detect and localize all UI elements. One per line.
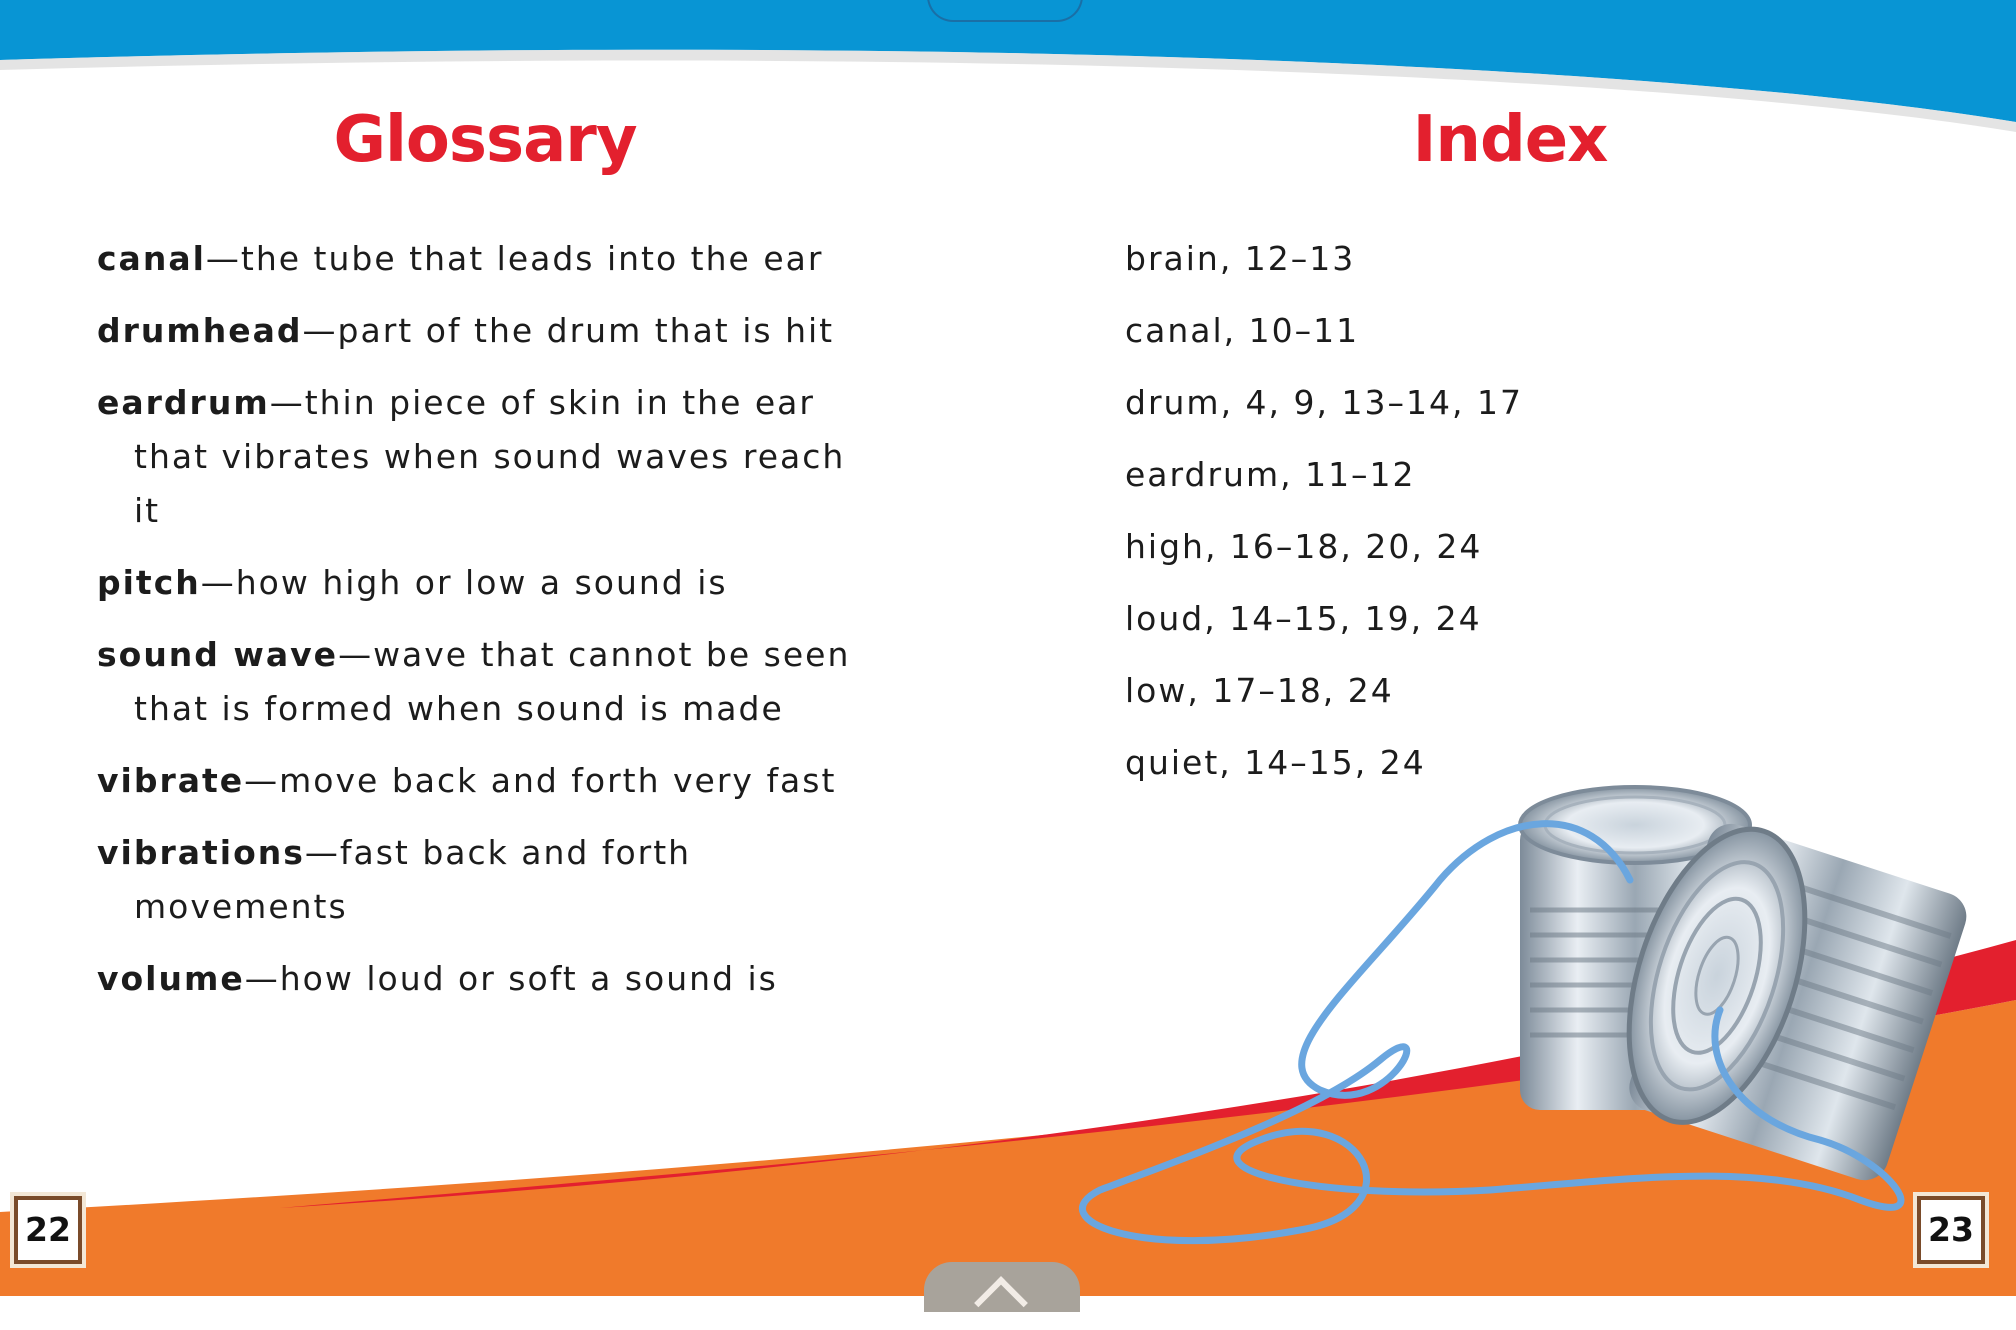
glossary-definition: —wave that cannot be seen that is formed when sound is made (134, 635, 851, 728)
glossary-term: sound wave (97, 635, 339, 674)
glossary-entry (97, 826, 877, 934)
glossary-term: drumhead (97, 311, 303, 350)
index-entry: drum, 4, 9, 13–14, 17 (1125, 383, 1523, 422)
index-list (1125, 232, 1725, 808)
glossary-term: canal (97, 239, 206, 278)
index-entry: high, 16–18, 20, 24 (1125, 527, 1483, 566)
index-title: Index (1412, 103, 1608, 177)
glossary-entry (97, 304, 877, 358)
page-number-right: 23 (1917, 1196, 1985, 1264)
index-entry: canal, 10–11 (1125, 311, 1360, 350)
bottom-nav-tab[interactable] (924, 1262, 1080, 1312)
index-entry: loud, 14–15, 19, 24 (1125, 599, 1482, 638)
index-entry: brain, 12–13 (1125, 239, 1356, 278)
glossary-title: Glossary (333, 103, 637, 177)
tin-can-telephone-image (1060, 760, 2016, 1280)
glossary-term: eardrum (97, 383, 270, 422)
glossary-entry (97, 628, 877, 736)
glossary-definition: —fast back and forth movements (134, 833, 692, 926)
glossary-entry (97, 952, 877, 1006)
glossary-definition: —thin piece of skin in the ear that vibrates when sound waves reach it (134, 383, 846, 530)
index-entry: eardrum, 11–12 (1125, 455, 1416, 494)
glossary-entry (97, 376, 877, 538)
index-entry: low, 17–18, 24 (1125, 671, 1394, 710)
glossary-term: pitch (97, 563, 201, 602)
glossary-list (97, 232, 877, 1024)
glossary-entry (97, 556, 877, 610)
glossary-definition: —how high or low a sound is (200, 563, 728, 602)
glossary-term: vibrate (97, 761, 245, 800)
glossary-definition: —how loud or soft a sound is (244, 959, 778, 998)
chevron-up-icon (974, 1276, 1028, 1330)
glossary-definition: —part of the drum that is hit (302, 311, 835, 350)
index-entry: quiet, 14–15, 24 (1125, 743, 1426, 782)
glossary-definition: —move back and forth very fast (244, 761, 837, 800)
page-number-left: 22 (14, 1196, 82, 1264)
glossary-entry (97, 232, 877, 286)
glossary-definition: —the tube that leads into the ear (205, 239, 824, 278)
glossary-entry (97, 754, 877, 808)
glossary-term: volume (97, 959, 245, 998)
top-menu-tab[interactable] (927, 0, 1083, 22)
glossary-term: vibrations (97, 833, 305, 872)
